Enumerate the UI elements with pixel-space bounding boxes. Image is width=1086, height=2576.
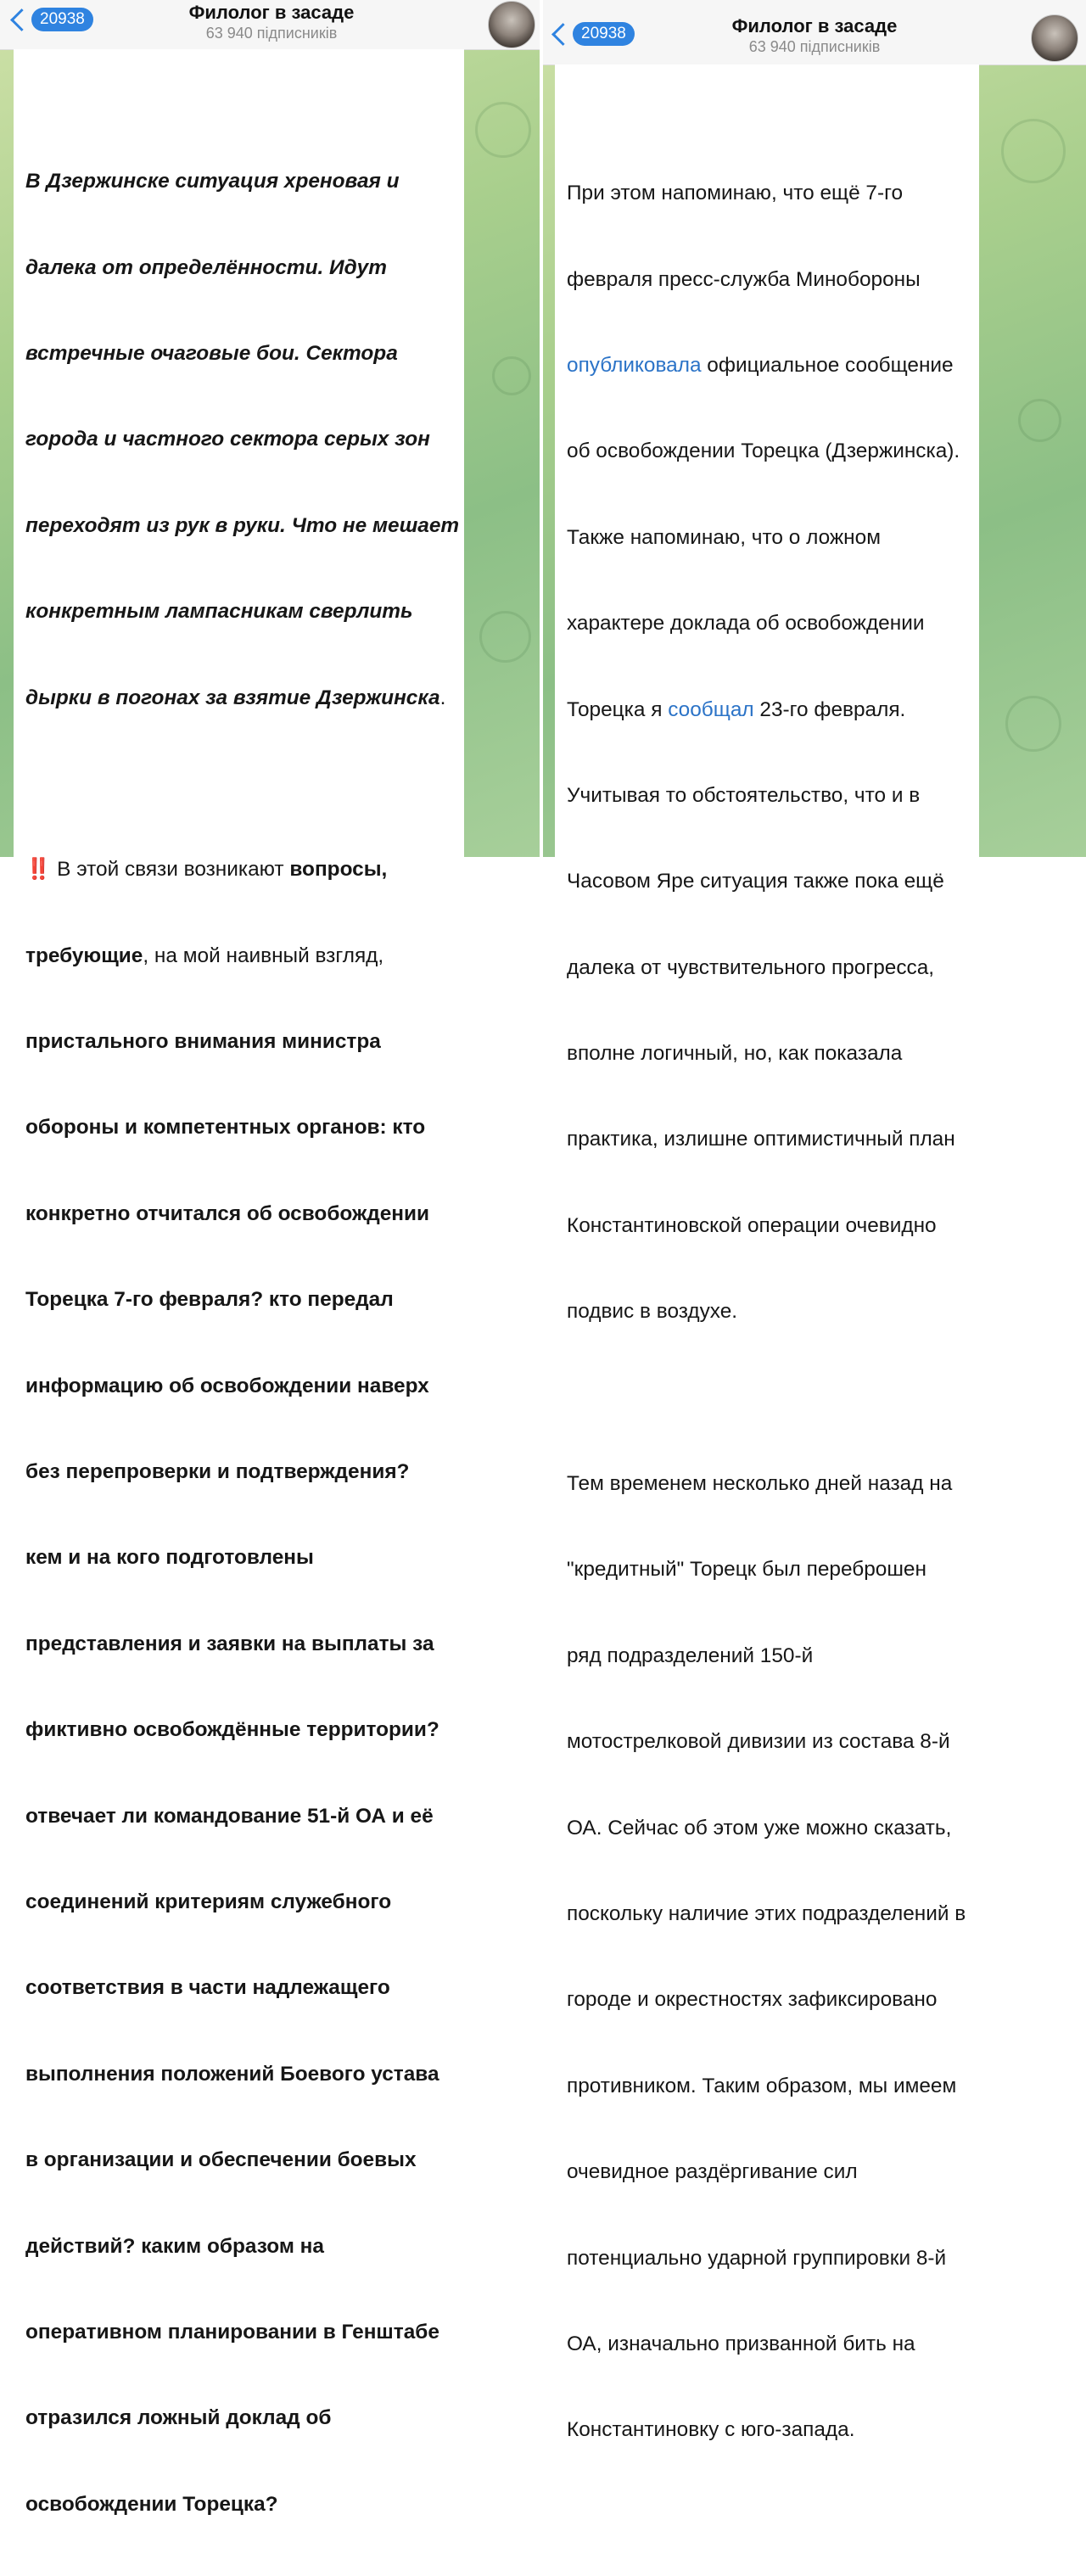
message-line: ОА. Сейчас об этом уже можно сказать, (567, 1816, 952, 1840)
message-line: городе и окрестностях зафиксировано (567, 1988, 938, 2012)
message-line: конкретным лампасникам сверлить (25, 600, 413, 624)
message-line: кем и на кого подготовлены (25, 1546, 314, 1570)
message-line (567, 696, 979, 725)
message-line: представления и заявки на выплаты за (25, 1632, 434, 1655)
message-line: очевидное раздёргивание сил (567, 2160, 858, 2184)
message-line: освобождении Торецка? (25, 2492, 278, 2516)
back-button[interactable] (550, 22, 635, 46)
reported-link[interactable]: сообщал (668, 697, 754, 721)
message-line: Константиновской операции очевидно (567, 1213, 937, 1237)
message-line: действий? каким образом на (25, 2234, 324, 2258)
message-line: фиктивно освобождённые территории? (25, 1718, 439, 1742)
message-line: мотострелковой дивизии из состава 8-й (567, 1730, 950, 1754)
message-text: Торецка я (567, 697, 669, 721)
wallpaper-doodle (1018, 399, 1061, 442)
wallpaper-doodle (475, 102, 531, 158)
chevron-left-icon (10, 8, 33, 31)
message-line: информацию об освобождении наверх (25, 1374, 429, 1397)
message-line: характере доклада об освобождении (567, 612, 925, 636)
message-line: далека от чувствительного прогресса, (567, 955, 935, 979)
message-bubble (14, 49, 464, 2516)
message-text: официальное сообщение (701, 353, 954, 377)
double-exclamation-icon: ‼️ (25, 858, 52, 882)
message-line: оперативном планировании в Генштабе (25, 2320, 439, 2344)
message-text: . (439, 686, 446, 709)
message-text: вопросы, (289, 858, 388, 882)
message-line: ОА, изначально призванной бить на (567, 2332, 915, 2355)
blank-line (25, 770, 464, 798)
message-line (25, 855, 464, 884)
chevron-left-icon (551, 23, 574, 46)
message-line (567, 351, 979, 380)
message-bubble (555, 64, 979, 2442)
unread-count-badge: 20938 (31, 8, 93, 31)
back-button[interactable] (8, 8, 93, 31)
message-line: Торецка 7-го февраля? кто передал (25, 1288, 394, 1312)
wallpaper-doodle (1005, 696, 1061, 752)
channel-avatar[interactable] (1031, 14, 1078, 62)
unread-count-badge: 20938 (573, 22, 635, 46)
message-line (25, 684, 464, 713)
message-line: соединений критериям служебного (25, 1890, 392, 1913)
message-line: Часовом Яре ситуация также пока ещё (567, 870, 944, 893)
published-link[interactable]: опубликовала (567, 353, 702, 377)
message-line: пристального внимания министра (25, 1030, 381, 1054)
message-line: отразился ложный доклад об (25, 2406, 332, 2430)
message-line: Также напоминаю, что о ложном (567, 525, 881, 549)
message-line: вполне логичный, но, как показала (567, 1042, 903, 1066)
message-line: "кредитный" Торецк был переброшен (567, 1558, 926, 1582)
message-text: 23-го февраля. (753, 697, 906, 721)
message-line: встречные очаговые бои. Сектора (25, 341, 398, 365)
message-line: потенциально ударной группировки 8-й (567, 2246, 947, 2270)
wallpaper-doodle (492, 356, 531, 395)
message-line: конкретно отчитался об освобождении (25, 1201, 430, 1225)
message-line: без перепроверки и подтверждения? (25, 1460, 410, 1484)
channel-title-block[interactable] (136, 2, 407, 42)
message-line: противником. Таким образом, мы имеем (567, 2074, 957, 2097)
message-line: практика, излишне оптимистичный план (567, 1128, 955, 1151)
channel-avatar[interactable] (488, 1, 535, 48)
message-line: города и частного сектора серых зон (25, 428, 430, 451)
message-line: февраля пресс-служба Минобороны (567, 267, 921, 291)
subscriber-count: 63 940 підписників (748, 38, 881, 55)
message-text: дырки в погонах за взятие Дзержинска (25, 686, 440, 709)
message-line: обороны и компетентных органов: кто (25, 1116, 426, 1140)
message-line: В Дзержинске ситуация хреновая и (25, 170, 400, 193)
message-line: соответствия в части надлежащего (25, 1976, 390, 2000)
message-line: выполнения положений Боевого устава (25, 2062, 439, 2086)
message-text: требующие (25, 944, 143, 967)
message-line: ряд подразделений 150-й (567, 1644, 814, 1667)
message-line: переходят из рук в руки. Что не мешает (25, 513, 460, 537)
channel-title-block[interactable] (679, 15, 950, 56)
message-line: поскольку наличие этих подразделений в (567, 1902, 966, 1925)
message-line: Тем временем несколько дней назад на (567, 1472, 953, 1496)
right-screenshot (543, 0, 1086, 2442)
channel-title: Филолог в засаде (188, 2, 355, 23)
message-text: , на мой наивный взгляд, (143, 944, 384, 967)
message-line: далека от определённости. Идут (25, 255, 387, 279)
blank-line (567, 1384, 979, 1413)
message-line: отвечает ли командование 51-й ОА и её (25, 1804, 434, 1828)
left-screenshot (0, 0, 540, 2516)
message-line: в организации и обеспечении боевых (25, 2148, 417, 2172)
message-line (25, 942, 464, 971)
channel-title: Филолог в засаде (731, 15, 898, 36)
message-line: Учитывая то обстоятельство, что и в (567, 783, 921, 807)
wallpaper-doodle (1001, 119, 1066, 183)
message-line: При этом напоминаю, что ещё 7-го (567, 182, 904, 205)
message-text: В этой связи возникают (51, 858, 290, 882)
message-line: Константиновку с юго-запада. (567, 2418, 855, 2442)
wallpaper-doodle (479, 611, 531, 663)
message-line: об освобождении Торецка (Дзержинска). (567, 440, 960, 463)
subscriber-count: 63 940 підписників (205, 25, 338, 42)
message-line: подвис в воздухе. (567, 1300, 738, 1324)
